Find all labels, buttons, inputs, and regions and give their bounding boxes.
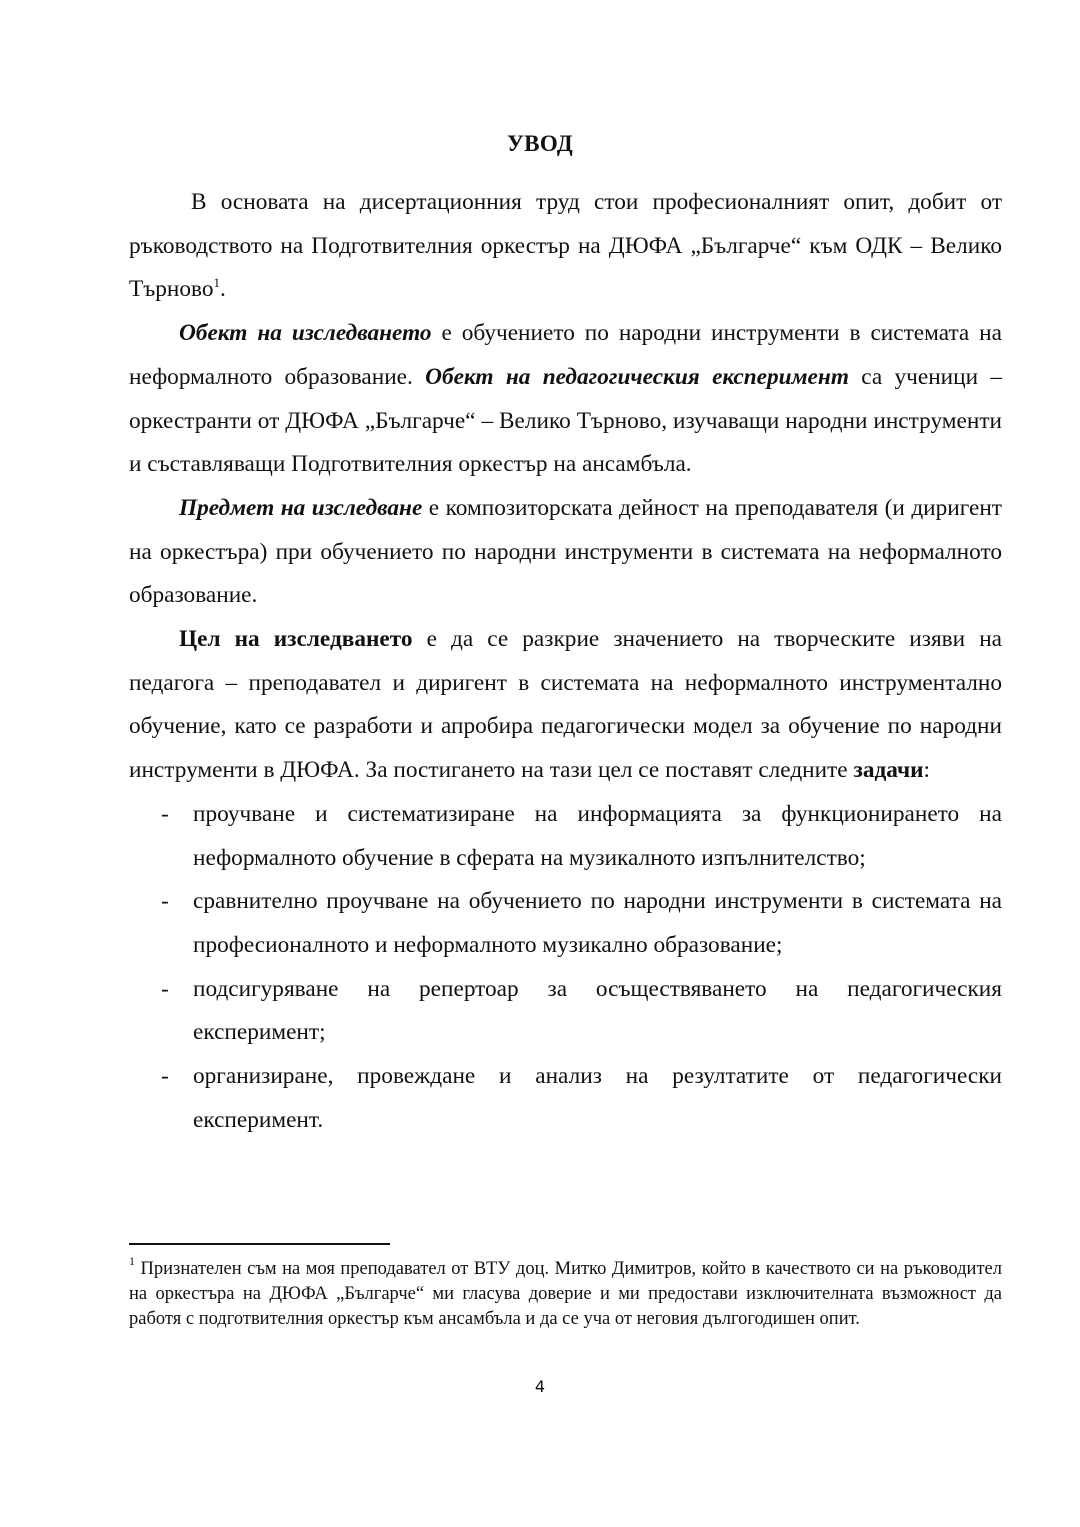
list-dash: - bbox=[161, 800, 169, 827]
tasks-list bbox=[129, 793, 1002, 1143]
list-item bbox=[129, 1055, 1002, 1142]
footnote-number: 1 bbox=[129, 1253, 135, 1268]
experiment-object-label: Обект на педагогическия експеримент bbox=[425, 363, 849, 390]
list-dash: - bbox=[161, 1063, 169, 1090]
object-label: Обект на изследването bbox=[179, 320, 432, 347]
list-dash: - bbox=[161, 975, 169, 1002]
tasks-word: задачи bbox=[853, 757, 924, 784]
subject-label: Предмет на изследване bbox=[179, 494, 423, 521]
list-dash: - bbox=[161, 888, 169, 915]
object-paragraph bbox=[129, 312, 1002, 487]
footnote-reference[interactable]: 1 bbox=[213, 274, 221, 290]
goal-text: е да се разкрие значението на творческите изяви на педагога – преподавател и диригент в системата на неформалното инструментално обучение, като се разработи и апробира педагогически модел за обучение по народни инструменти в ДЮФА. За постигането на тази цел се поставят следните bbox=[129, 626, 1002, 784]
subject-text: е композиторската дейност на преподавателя (и диригент на оркестъра) при обучението по народни инструменти в системата на неформалното образование. bbox=[129, 494, 1002, 609]
task-text: организиране, провеждане и анализ на резултатите от педагогически експеримент. bbox=[193, 1063, 1002, 1133]
task-text: сравнително проучване на обучението по народни инструменти в системата на професионалното и неформалното музикално образование; bbox=[193, 888, 1002, 958]
list-item bbox=[129, 968, 1002, 1055]
goal-paragraph bbox=[129, 618, 1002, 793]
footnote-text: Признателен съм на моя преподавател от ВТУ доц. Митко Димитров, който в качеството си на ръководител на оркестъра на ДЮФА „Българче“ ми гласува доверие и ми предостави изключителната възможност да работя с подготвителния оркестър към ансамбъла и да се уча от неговия дългогодишен опит. bbox=[129, 1259, 1002, 1329]
goal-label: Цел на изследването bbox=[179, 626, 413, 653]
list-item bbox=[129, 880, 1002, 967]
goal-colon: : bbox=[923, 757, 931, 784]
footnote-separator bbox=[129, 1243, 390, 1245]
page-number: 4 bbox=[534, 1377, 546, 1396]
intro-text: В основата на дисертационния труд стои професионалният опит, добит от ръководството на Подготвителния оркестър на ДЮФА „Българче“ към ОДК – Велико Търново bbox=[129, 189, 1002, 303]
footnote bbox=[129, 1253, 1002, 1332]
list-item bbox=[129, 793, 1002, 880]
object-text: е обучението по народни инструменти в системата на неформалното образование. bbox=[129, 320, 1002, 390]
subject-paragraph bbox=[129, 487, 1002, 618]
task-text: проучване и систематизиране на информацията за функционирането на неформалното обучение в сферата на музикалното изпълнителство; bbox=[193, 800, 1002, 871]
task-text: подсигуряване на репертоар за осъществяването на педагогическия експеримент; bbox=[193, 975, 1002, 1046]
section-title: УВОД bbox=[507, 131, 573, 156]
intro-paragraph bbox=[129, 181, 1002, 312]
main-text bbox=[129, 181, 1002, 1142]
intro-end: . bbox=[220, 276, 226, 303]
experiment-object-text: са ученици – оркестранти от ДЮФА „Българче“ – Велико Търново, изучаващи народни инструменти и съставляващи Подготвителния оркестър на ансамбъла. bbox=[129, 363, 1003, 478]
